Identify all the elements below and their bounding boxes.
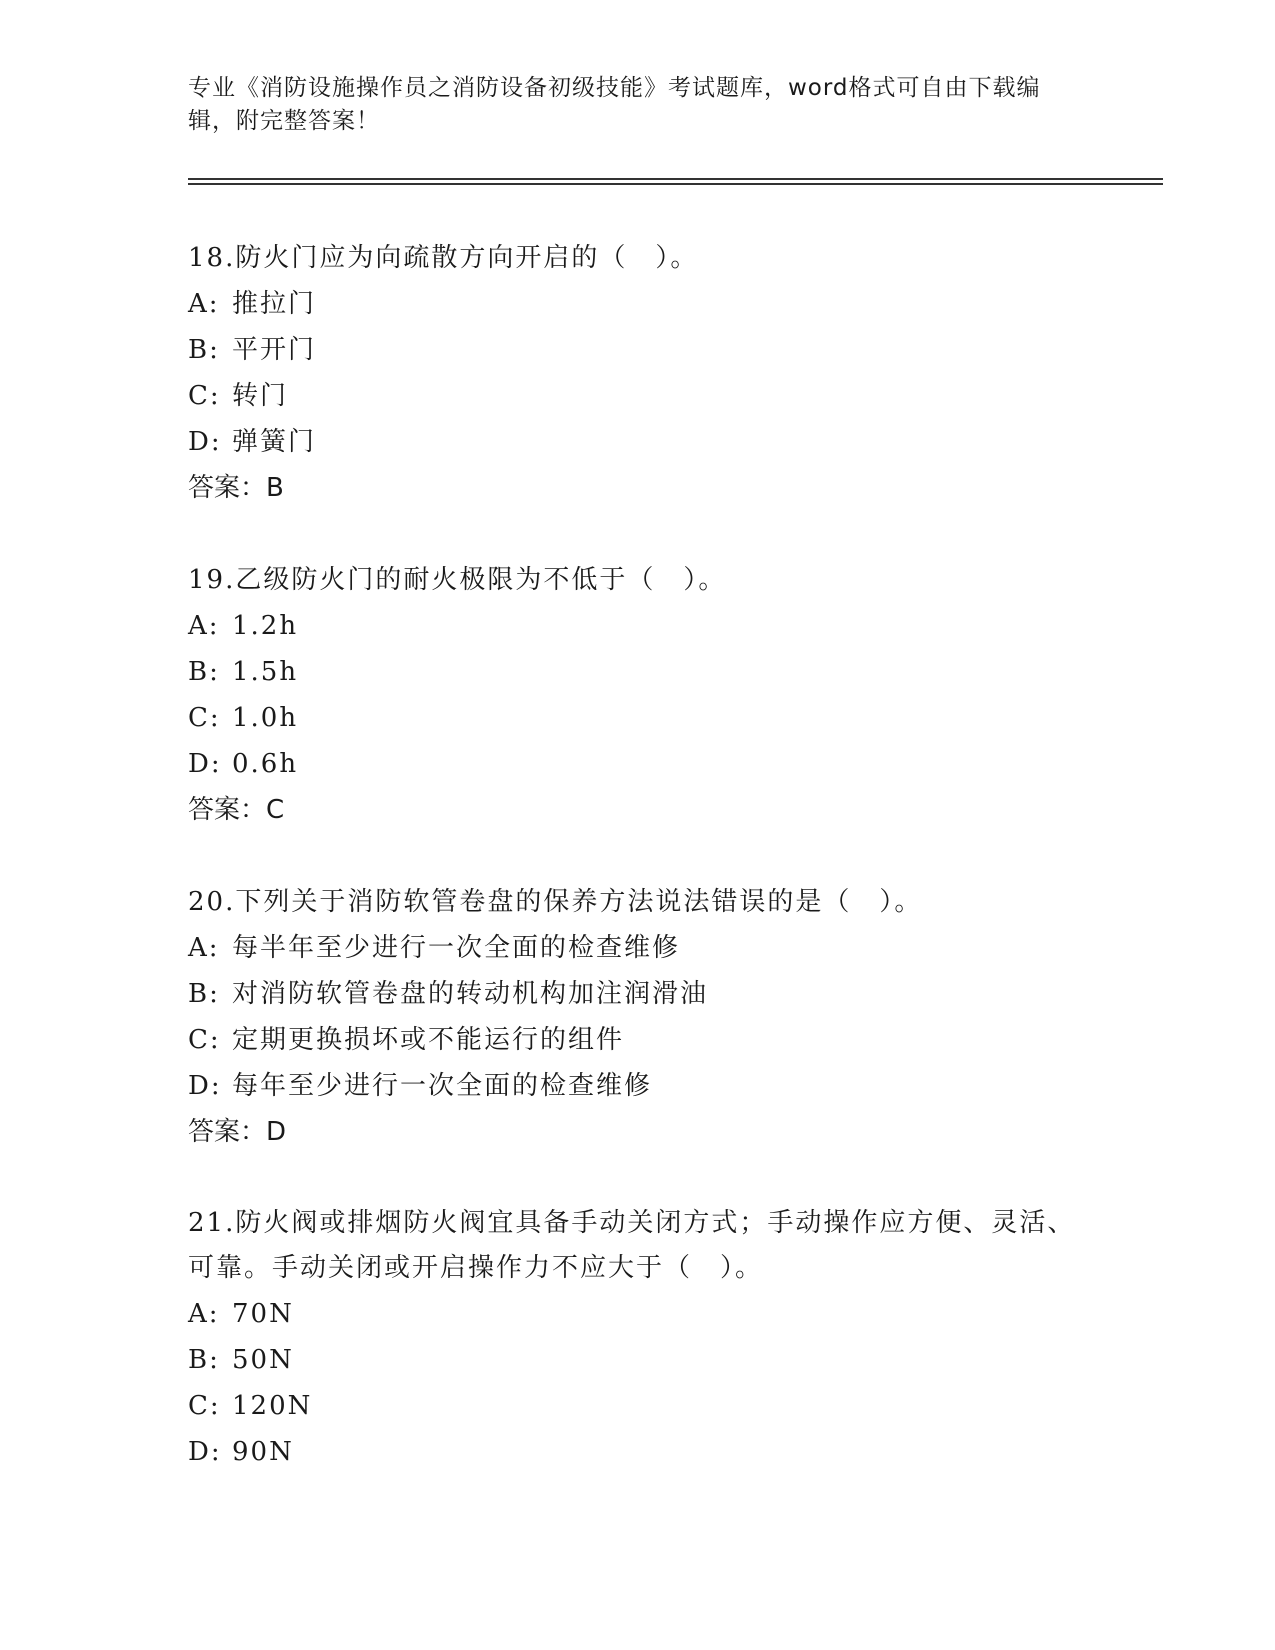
option-a xyxy=(188,281,1088,327)
question-21 xyxy=(188,1201,1088,1475)
question-stem: 19.乙级防火门的耐火极限为不低于（ ）。 xyxy=(188,565,727,595)
option-key: A: xyxy=(188,289,220,319)
option-key: C: xyxy=(188,703,221,733)
option-d xyxy=(188,1063,1088,1109)
option-key: A: xyxy=(188,1299,220,1329)
option-b xyxy=(188,1337,1088,1383)
option-key: A: xyxy=(188,611,220,641)
option-text: 推拉门 xyxy=(232,289,317,319)
option-text: 50N xyxy=(232,1345,294,1375)
option-b xyxy=(188,649,1088,695)
option-text: 1.0h xyxy=(232,703,299,733)
option-key: B: xyxy=(188,979,220,1009)
option-text: 对消防软管卷盘的转动机构加注润滑油 xyxy=(232,979,709,1009)
option-key: D: xyxy=(188,1071,222,1101)
option-key: D: xyxy=(188,749,222,779)
header-divider-bottom xyxy=(188,183,1163,185)
option-b xyxy=(188,327,1088,373)
option-text: 120N xyxy=(232,1391,313,1421)
option-text: 70N xyxy=(232,1299,294,1329)
question-stem: 21.防火阀或排烟防火阀宜具备手动关闭方式；手动操作应方便、灵活、可靠。手动关闭或开启操作力不应大于（ ）。 xyxy=(188,1208,1076,1283)
header-divider-top xyxy=(188,178,1163,180)
document-header: 专业《消防设施操作员之消防设备初级技能》考试题库，word格式可自由下载编辑，附完整答案！ xyxy=(188,75,1041,134)
option-d xyxy=(188,741,1088,787)
option-key: D: xyxy=(188,1437,222,1467)
answer-line: 答案：C xyxy=(188,795,285,825)
option-c xyxy=(188,373,1088,419)
question-18 xyxy=(188,235,1088,511)
option-c xyxy=(188,1017,1088,1063)
option-c xyxy=(188,1383,1088,1429)
option-text: 90N xyxy=(232,1437,294,1467)
option-text: 每年至少进行一次全面的检查维修 xyxy=(232,1071,653,1101)
option-text: 平开门 xyxy=(232,335,317,365)
option-key: C: xyxy=(188,1391,221,1421)
option-text: 0.6h xyxy=(232,749,299,779)
option-key: C: xyxy=(188,1025,221,1055)
option-a xyxy=(188,603,1088,649)
option-text: 每半年至少进行一次全面的检查维修 xyxy=(232,933,681,963)
answer-line: 答案：B xyxy=(188,473,284,503)
answer-line: 答案：D xyxy=(188,1117,287,1147)
question-19 xyxy=(188,557,1088,833)
option-a xyxy=(188,925,1088,971)
option-text: 定期更换损坏或不能运行的组件 xyxy=(232,1025,625,1055)
option-key: B: xyxy=(188,335,220,365)
option-c xyxy=(188,695,1088,741)
option-text: 转门 xyxy=(232,381,289,411)
option-b xyxy=(188,971,1088,1017)
option-text: 1.5h xyxy=(232,657,299,687)
option-text: 弹簧门 xyxy=(232,427,317,457)
option-key: D: xyxy=(188,427,222,457)
option-key: B: xyxy=(188,1345,220,1375)
option-key: A: xyxy=(188,933,220,963)
option-d xyxy=(188,419,1088,465)
question-stem: 18.防火门应为向疏散方向开启的（ ）。 xyxy=(188,243,699,273)
question-20 xyxy=(188,879,1088,1155)
option-key: B: xyxy=(188,657,220,687)
question-stem: 20.下列关于消防软管卷盘的保养方法说法错误的是（ ）。 xyxy=(188,887,923,917)
option-text: 1.2h xyxy=(232,611,299,641)
option-a xyxy=(188,1291,1088,1337)
option-d xyxy=(188,1429,1088,1475)
option-key: C: xyxy=(188,381,221,411)
